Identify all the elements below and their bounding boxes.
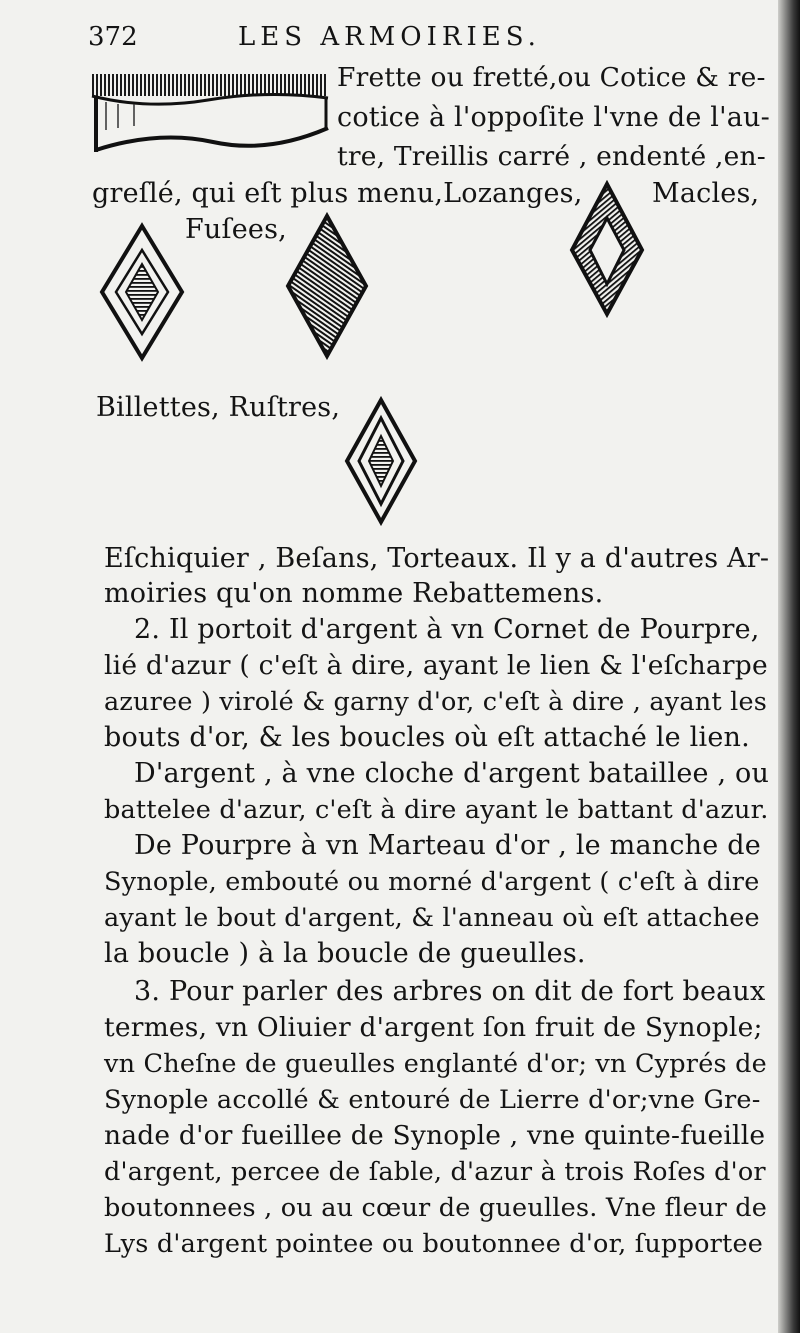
text-line-25: d'argent, percee de ſable, d'azur à trois Roſes d'or: [104, 1157, 766, 1187]
text-line-12: azuree ) virolé & garny d'or, c'eſt à dire , ayant les: [104, 687, 768, 717]
text-line-8: Eſchiquier , Beſans, Torteaux. Il y a d'autres Ar-: [104, 543, 770, 574]
text-line-14: D'argent , à vne cloche d'argent bataillee , ou: [134, 758, 770, 789]
text-line-3: tre, Treillis carré , endenté ,en-: [337, 141, 766, 172]
page-number: 372: [88, 22, 138, 52]
running-title: LES ARMOIRIES.: [238, 22, 541, 52]
text-line-10: 2. Il portoit d'argent à vn Cornet de Pourpre,: [134, 614, 760, 645]
text-line-6: Fuſees,: [185, 214, 287, 245]
text-line-22: vn Cheſne de gueulles englanté d'or; vn Cyprés de: [104, 1049, 767, 1079]
frette-banner: [88, 70, 333, 160]
text-line-20: 3. Pour parler des arbres on dit de fort beaux: [134, 976, 766, 1007]
text-line-5: Macles,: [652, 178, 760, 209]
text-line-17: Synople, embouté ou morné d'argent ( c'eſt à dire: [104, 867, 760, 897]
text-line-1: Frette ou fretté,ou Cotice & re-: [337, 62, 766, 93]
lozange-icon: [98, 222, 186, 362]
text-line-19: la boucle ) à la boucle de gueulles.: [104, 938, 586, 969]
text-line-13: bouts d'or, & les boucles où eſt attaché le lien.: [104, 722, 750, 753]
text-line-4: greſlé, qui eſt plus menu,Lozanges,: [92, 178, 583, 209]
rustre-icon: [343, 396, 419, 526]
fusee-icon: [284, 212, 370, 360]
text-line-9: moiries qu'on nomme Rebattemens.: [104, 578, 604, 609]
text-line-2: cotice à l'oppoſite l'vne de l'au-: [337, 102, 770, 133]
text-line-24: nade d'or fueillee de Synople , vne quinte-fueille: [104, 1120, 766, 1151]
macle-icon: [568, 180, 646, 318]
text-line-27: Lys d'argent pointee ou boutonnee d'or, ſupportee: [104, 1229, 764, 1259]
text-line-21: termes, vn Oliuier d'argent ſon fruit de Synople;: [104, 1012, 763, 1043]
text-line-16: De Pourpre à vn Marteau d'or , le manche de: [134, 830, 761, 861]
text-line-15: battelee d'azur, c'eſt à dire ayant le battant d'azur.: [104, 795, 769, 825]
text-line-11: lié d'azur ( c'eſt à dire, ayant le lien & l'eſcharpe: [104, 650, 768, 681]
text-line-23: Synople accollé & entouré de Lierre d'or;vne Gre-: [104, 1085, 761, 1115]
text-line-18: ayant le bout d'argent, & l'anneau où eſt attachee: [104, 903, 760, 933]
text-line-7: Billettes, Ruſtres,: [96, 392, 341, 423]
text-line-26: boutonnees , ou au cœur de gueulles. Vne fleur de: [104, 1193, 768, 1223]
page-gutter-shadow: [778, 0, 800, 1333]
